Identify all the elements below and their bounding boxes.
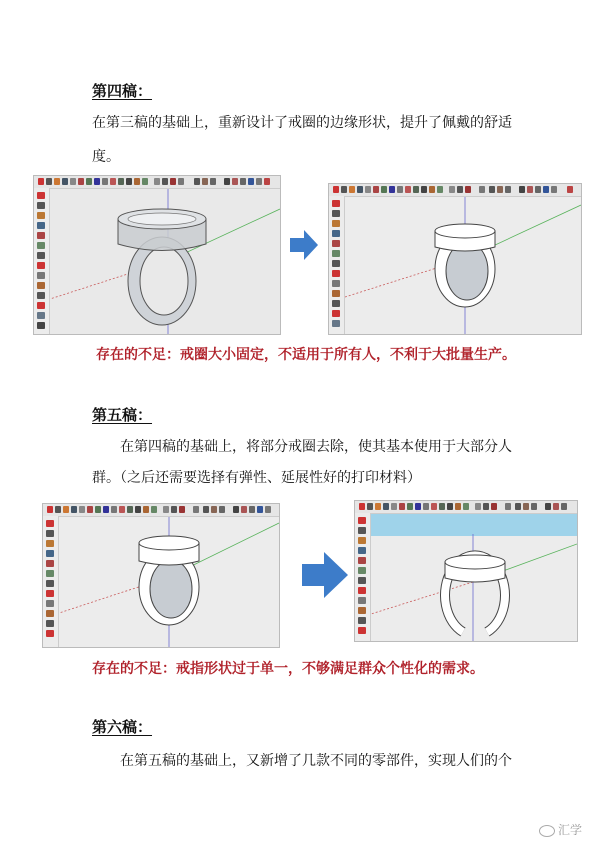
ring-model-open: [371, 514, 577, 641]
screenshot-draft4-ring: [328, 183, 582, 335]
ring-model-solid: [345, 197, 581, 334]
section-6-body-line1: 在第五稿的基础上，又新增了几款不同的零部件，实现人们的个: [120, 753, 512, 769]
watermark-text: 汇学: [557, 823, 582, 837]
section-6-heading: 第六稿：: [92, 718, 153, 736]
arrow-right-icon: [290, 230, 318, 260]
watermark: [539, 821, 582, 838]
section-5-body-line2: 群。（之后还需要选择有弹性、延展性好的打印材料）: [92, 470, 421, 486]
arrow-right-large-icon: [302, 552, 348, 598]
section-5-shortcoming: 存在的不足：戒指形状过于单一，不够满足群众个性化的需求。: [92, 661, 484, 677]
wechat-icon: [539, 825, 555, 837]
section-5-heading: 第五稿：: [92, 406, 153, 424]
ring-model-transparent: [50, 189, 280, 334]
screenshot-draft5-open-ring: [354, 500, 578, 642]
section-4-body-line1: 在第三稿的基础上，重新设计了戒圈的边缘形状，提升了佩戴的舒适: [92, 115, 512, 131]
ring-model-solid-2: [59, 517, 279, 647]
section-5-body-line1: 在第四稿的基础上，将部分戒圈去除，使其基本使用于大部分人: [120, 439, 512, 455]
section-4-shortcoming: 存在的不足：戒圈大小固定，不适用于所有人，不利于大批量生产。: [96, 347, 516, 363]
section-4-heading: 第四稿：: [92, 82, 153, 100]
screenshot-draft4-ring-repeat: [42, 503, 280, 648]
section-4-body-line2: 度。: [92, 149, 120, 165]
screenshot-draft3-ring: [33, 175, 281, 335]
